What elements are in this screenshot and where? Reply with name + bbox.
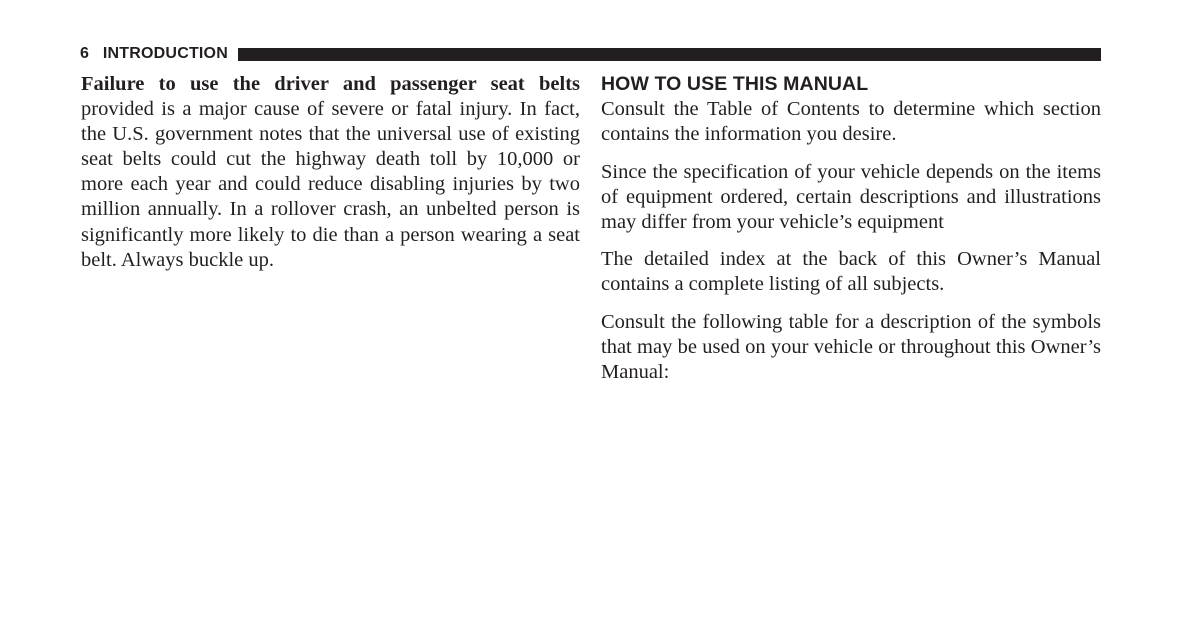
header-rule — [238, 48, 1101, 61]
left-column — [81, 72, 580, 273]
page-header — [80, 44, 1101, 64]
paragraph-detailed-index: The detailed index at the back of this Owner’s Manual contains a complete listing of all subjects. — [601, 248, 1101, 296]
paragraph-symbols-table: Consult the following table for a description of the symbols that may be used on your vehicle or throughout this Owner’s Manual: — [601, 310, 1101, 384]
seat-belt-warning-body: provided is a major cause of severe or fatal injury. In fact, the U.S. government notes that the universal use of existing seat belts could cut the highway death toll by 10,000 or more each year and could reduce disabling injuries by two million annually. In a rollover crash, an unbelted person is significantly more likely to die than a person wearing a seat belt. Always buckle up. — [81, 98, 580, 271]
seat-belt-warning-lead: Failure to use the driver and passenger seat belts — [81, 73, 580, 95]
page-number: 6 — [80, 45, 89, 62]
seat-belt-warning-paragraph — [81, 72, 580, 273]
paragraph-table-of-contents: Consult the Table of Contents to determine which section contains the information you desire. — [601, 98, 1101, 146]
right-column — [601, 72, 1101, 398]
section-title: INTRODUCTION — [102, 45, 228, 62]
paragraph-vehicle-specification: Since the specification of your vehicle depends on the items of equipment ordered, certain descriptions and illustrations may differ from your vehicle’s equipment — [601, 160, 1101, 233]
section-heading: HOW TO USE THIS MANUAL — [601, 73, 869, 95]
